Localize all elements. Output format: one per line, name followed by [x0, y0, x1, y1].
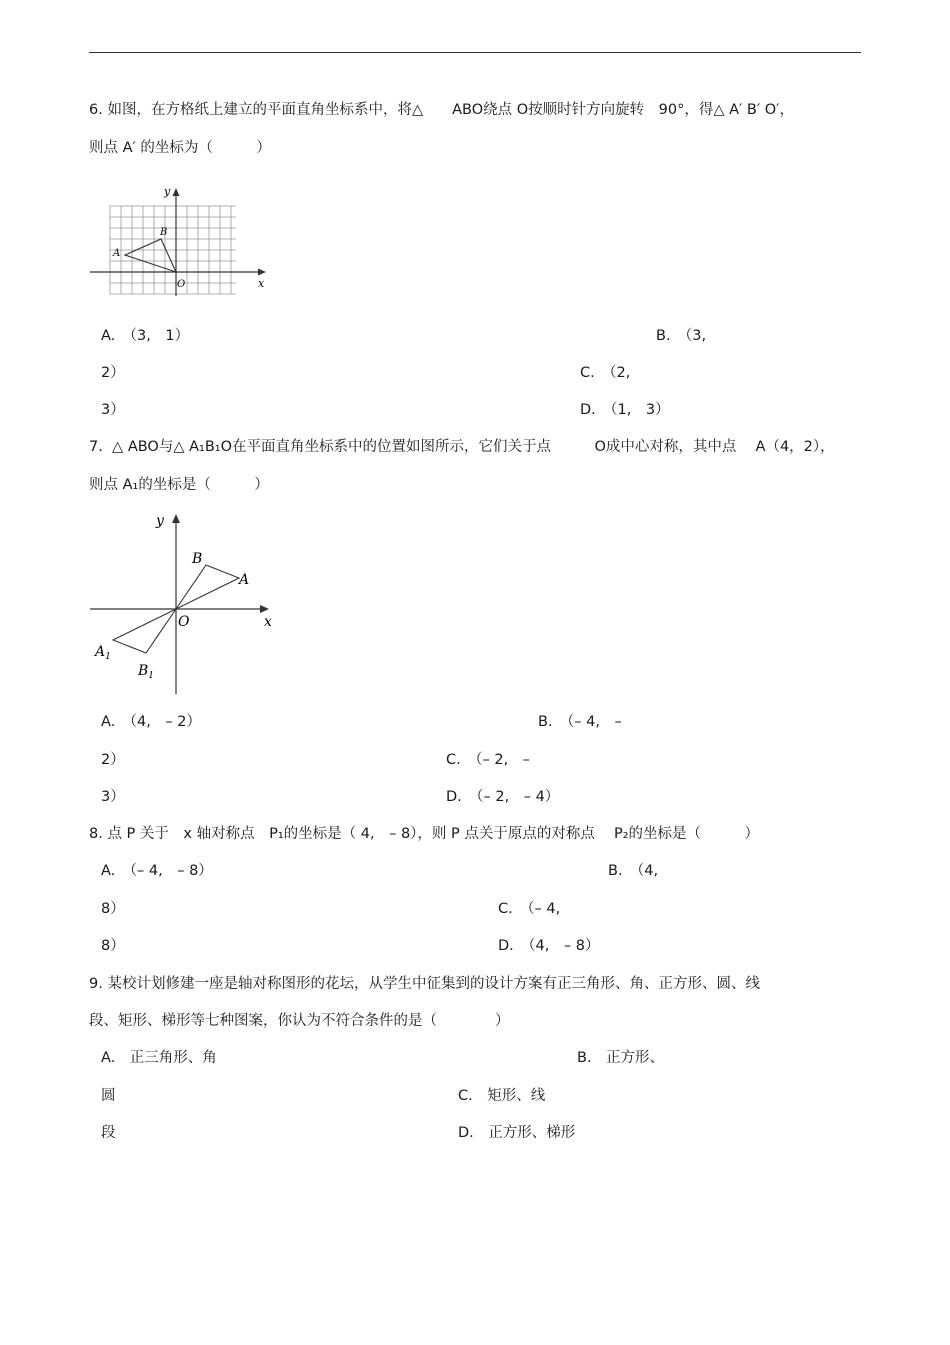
q6-x-arrow: [258, 269, 266, 276]
q7-triangle-abo: [176, 565, 239, 609]
q8-option-b: B. （4,: [608, 863, 659, 879]
q8-option-d: D. （4, – 8）: [498, 938, 600, 954]
q7-point-b-label: B: [192, 551, 203, 567]
q6-option-a: A. （3, 1）: [101, 328, 190, 344]
q6-option-c-continued: 3）: [101, 402, 125, 418]
q7-point-b1-label: $B_1$: [138, 663, 155, 681]
q8-stem: 8. 点 P 关于 x 轴对称点 P₁的坐标是（ 4, – 8），则 P 点关于原点的对称点 P₂的坐标是（ ）: [89, 826, 760, 842]
q7-triangle-a1b1o: [113, 609, 176, 653]
q7-option-b-continued: 2）: [101, 752, 125, 768]
q6-y-arrow: [173, 188, 180, 196]
q7-option-c-continued: 3）: [101, 789, 125, 805]
q6-option-b-continued: 2）: [101, 365, 125, 381]
q7-y-label: y: [156, 513, 164, 529]
q8-option-c-continued: 8）: [101, 938, 125, 954]
q6-point-o-label: O: [177, 279, 186, 290]
top-rule: [89, 52, 861, 53]
q9-option-c: C. 矩形、线: [458, 1088, 546, 1104]
q9-option-c-continued: 段: [101, 1125, 116, 1141]
q6-y-label: y: [164, 185, 171, 198]
q7-option-d: D. （– 2, – 4）: [446, 789, 560, 805]
q6-stem-line2: 则点 A′ 的坐标为（ ）: [89, 140, 271, 156]
q9-stem-line2: 段、矩形、梯形等七种图案，你认为不符合条件的是（ ）: [89, 1013, 510, 1029]
q9-option-b-continued: 圆: [101, 1088, 116, 1104]
q6-x-label: x: [258, 277, 265, 290]
q7-point-a1-label: $A_1$: [95, 644, 111, 662]
q6-grid-figure: [88, 180, 270, 298]
q7-y-arrow: [172, 514, 180, 523]
q7-option-b: B. （– 4, –: [538, 714, 622, 730]
q8-option-b-continued: 8）: [101, 901, 125, 917]
q8-option-c: C. （– 4,: [498, 901, 561, 917]
q6-option-c: C. （2,: [580, 365, 631, 381]
q9-option-a: A. 正三角形、角: [101, 1050, 217, 1066]
q6-grid: [110, 206, 236, 294]
q9-option-d: D. 正方形、梯形: [458, 1125, 576, 1141]
q6-option-b: B. （3,: [656, 328, 707, 344]
q7-stem-line1: 7. △ ABO与△ A₁B₁O在平面直角坐标系中的位置如图所示，它们关于点 O成中心对称，其中点 A（4，2），: [89, 439, 835, 455]
q8-option-a: A. （– 4, – 8）: [101, 863, 213, 879]
q7-option-c: C. （– 2, –: [446, 752, 530, 768]
q6-triangle-abo: [125, 239, 176, 272]
q7-x-arrow: [260, 605, 269, 613]
q6-option-d: D. （1, 3）: [580, 402, 670, 418]
q7-x-label: x: [264, 614, 272, 630]
q7-option-a: A. （4, – 2）: [101, 714, 201, 730]
q6-point-a-label: A: [113, 248, 121, 259]
q7-stem-line2: 则点 A₁的坐标是（ ）: [89, 477, 269, 493]
q7-point-a-label: A: [239, 572, 250, 588]
q9-option-b: B. 正方形、: [577, 1050, 665, 1066]
q9-stem-line1: 9. 某校计划修建一座是轴对称图形的花坛，从学生中征集到的设计方案有正三角形、角、正方形、圆、线: [89, 976, 760, 992]
q6-stem-line1: 6. 如图，在方格纸上建立的平面直角坐标系中，将△ ABO绕点 O按顺时针方向旋转 90°，得△ A′ B′ O′，: [89, 102, 794, 118]
q7-symmetry-figure: [88, 508, 280, 696]
q7-point-o-label: O: [178, 614, 190, 630]
q6-point-b-label: B: [160, 227, 168, 238]
